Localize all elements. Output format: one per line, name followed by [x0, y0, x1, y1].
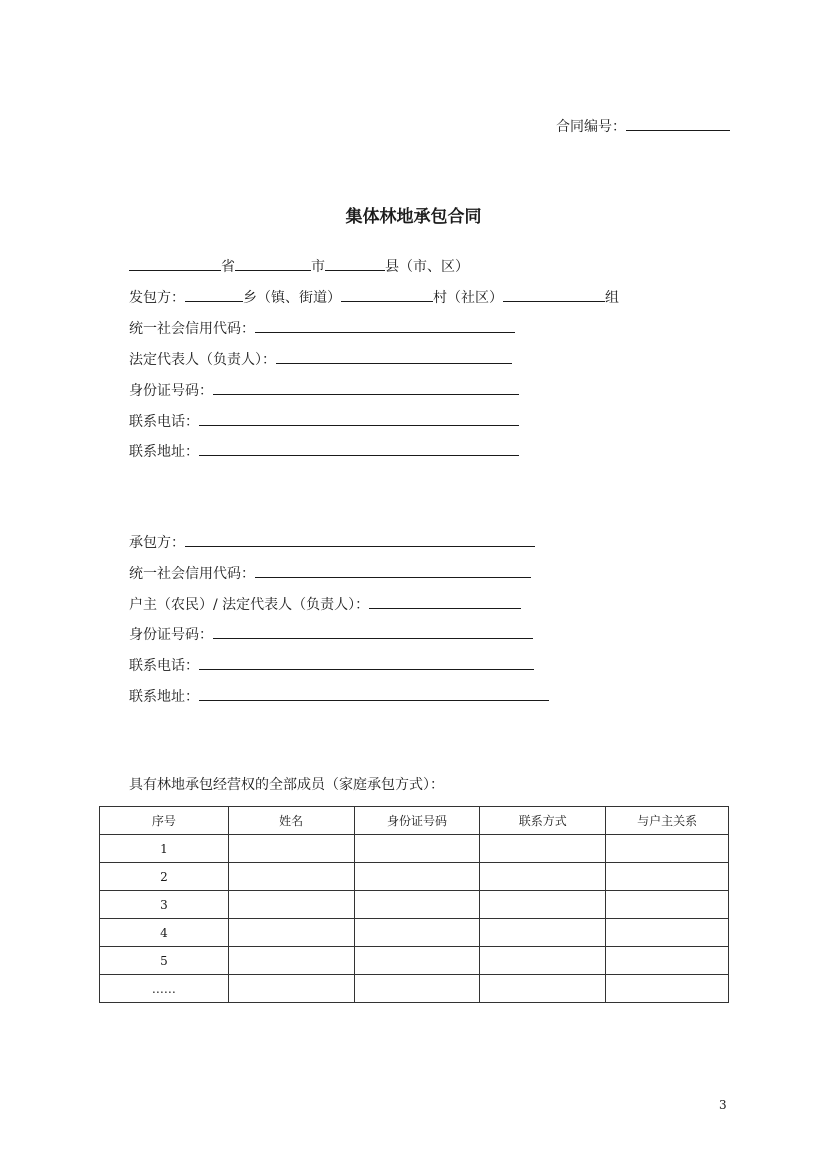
- employer-credit-code: [129, 318, 515, 338]
- contact-cell[interactable]: [480, 947, 606, 975]
- contractor-label: 承包方：: [129, 535, 185, 551]
- contractor-head: [129, 594, 521, 614]
- name-cell[interactable]: [228, 863, 354, 891]
- members-caption: 具有林地承包经营权的全部成员（家庭承包方式）：: [129, 777, 444, 793]
- contact-cell[interactable]: [480, 919, 606, 947]
- contractor-credit-code-label: 统一社会信用代码：: [129, 566, 255, 582]
- contractor-credit-code-field[interactable]: [255, 563, 531, 578]
- employer-address-field[interactable]: [199, 441, 519, 456]
- province-field[interactable]: [129, 256, 221, 271]
- employer-label: 发包方：: [129, 290, 185, 306]
- township-label: 乡（镇、街道）: [243, 290, 341, 306]
- table-row: [100, 891, 729, 919]
- county-field[interactable]: [325, 256, 385, 271]
- employer-legal-rep: [129, 349, 512, 369]
- name-cell[interactable]: [228, 975, 354, 1003]
- province-label: 省: [221, 259, 235, 275]
- page-number: 3: [719, 1098, 727, 1112]
- id-cell[interactable]: [354, 863, 480, 891]
- township-field[interactable]: [185, 287, 243, 302]
- relationship-cell[interactable]: [606, 863, 729, 891]
- employer-phone-field[interactable]: [199, 411, 519, 426]
- table-row: [100, 947, 729, 975]
- row-index: 1: [100, 835, 229, 863]
- relationship-cell[interactable]: [606, 891, 729, 919]
- name-cell[interactable]: [228, 919, 354, 947]
- relationship-cell[interactable]: [606, 835, 729, 863]
- row-index: 4: [100, 919, 229, 947]
- contractor-id-field[interactable]: [213, 624, 533, 639]
- name-cell[interactable]: [228, 947, 354, 975]
- relationship-cell[interactable]: [606, 947, 729, 975]
- contractor-phone-field[interactable]: [199, 655, 534, 670]
- row-index: 2: [100, 863, 229, 891]
- contractor-line: [129, 532, 535, 552]
- contact-cell[interactable]: [480, 975, 606, 1003]
- contact-cell[interactable]: [480, 863, 606, 891]
- contractor-field[interactable]: [185, 532, 535, 547]
- contractor-address: [129, 686, 549, 706]
- table-row: [100, 835, 729, 863]
- table-row: [100, 919, 729, 947]
- table-row: [100, 863, 729, 891]
- employer-legal-rep-label: 法定代表人（负责人）：: [129, 352, 276, 368]
- employer-legal-rep-field[interactable]: [276, 349, 512, 364]
- contractor-head-field[interactable]: [369, 594, 521, 609]
- table-header-row: [100, 807, 729, 835]
- relationship-cell[interactable]: [606, 975, 729, 1003]
- contract-number: [556, 116, 730, 136]
- name-cell[interactable]: [228, 891, 354, 919]
- village-label: 村（社区）: [433, 290, 503, 306]
- page-title: 集体林地承包合同: [345, 207, 482, 227]
- city-label: 市: [311, 259, 325, 275]
- header-relationship: 与户主关系: [606, 807, 729, 835]
- contractor-credit-code: [129, 563, 531, 583]
- members-table: [99, 806, 729, 1003]
- employer-address: [129, 441, 519, 461]
- contractor-head-label: 户主（农民）/ 法定代表人（负责人）：: [129, 597, 370, 613]
- employer-credit-code-label: 统一社会信用代码：: [129, 321, 255, 337]
- header-name: 姓名: [228, 807, 354, 835]
- contractor-id: [129, 624, 533, 644]
- employer-line: [129, 287, 619, 307]
- contract-number-field[interactable]: [626, 116, 730, 131]
- row-index: 5: [100, 947, 229, 975]
- city-field[interactable]: [235, 256, 311, 271]
- header-id-number: 身份证号码: [354, 807, 480, 835]
- employer-address-label: 联系地址：: [129, 444, 199, 460]
- name-cell[interactable]: [228, 835, 354, 863]
- employer-id: [129, 380, 519, 400]
- id-cell[interactable]: [354, 919, 480, 947]
- contractor-phone-label: 联系电话：: [129, 658, 199, 674]
- contact-cell[interactable]: [480, 891, 606, 919]
- contact-cell[interactable]: [480, 835, 606, 863]
- header-index: 序号: [100, 807, 229, 835]
- contractor-id-label: 身份证号码：: [129, 627, 213, 643]
- relationship-cell[interactable]: [606, 919, 729, 947]
- header-contact: 联系方式: [480, 807, 606, 835]
- employer-credit-code-field[interactable]: [255, 318, 515, 333]
- row-index: 3: [100, 891, 229, 919]
- county-label: 县（市、区）: [385, 259, 469, 275]
- group-label: 组: [605, 290, 619, 306]
- id-cell[interactable]: [354, 835, 480, 863]
- contractor-phone: [129, 655, 534, 675]
- location-line: [129, 256, 469, 276]
- row-index: ……: [100, 975, 229, 1003]
- employer-phone: [129, 411, 519, 431]
- employer-id-label: 身份证号码：: [129, 383, 213, 399]
- employer-phone-label: 联系电话：: [129, 414, 199, 430]
- table-row: [100, 975, 729, 1003]
- employer-id-field[interactable]: [213, 380, 519, 395]
- contractor-address-label: 联系地址：: [129, 689, 199, 705]
- id-cell[interactable]: [354, 891, 480, 919]
- id-cell[interactable]: [354, 947, 480, 975]
- contractor-address-field[interactable]: [199, 686, 549, 701]
- contract-number-label: 合同编号：: [556, 119, 626, 135]
- village-field[interactable]: [341, 287, 433, 302]
- id-cell[interactable]: [354, 975, 480, 1003]
- group-field[interactable]: [503, 287, 605, 302]
